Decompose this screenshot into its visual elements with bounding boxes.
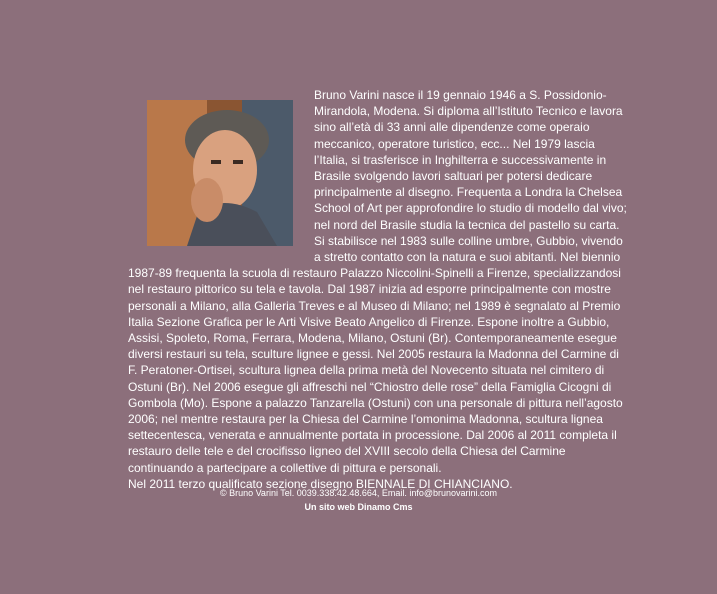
footer bbox=[0, 486, 717, 514]
bio-paragraph: Bruno Varini nasce il 19 gennaio 1946 a S. Possidonio-Mirandola, Modena. Si diploma all’Istituto Tecnico e lavora sino all’età di 33 anni alle dipendenze come operaio meccanico, operatore turistico, ecc... Nel 1979 lascia l’Italia, si trasferisce in Inghilterra e successivamente in Brasile svolgendo lavori saltuari per potersi dedicare principalmente al disegno. Frequenta a Londra la Chelsea School of Art per approfondire lo studio di modello dal vivo; nel nord del Brasile studia la tecnica del pastello su carta. Si stabilisce nel 1983 sulle colline umbre, Gubbio, vivendo a stretto contatto con la natura e suoi abitanti. Nel biennio 1987-89 frequenta la scuola di restauro Palazzo Niccolini-Spinelli a Firenze, specializzandosi nel restauro pittorico su tela e tavola. Dal 1987 inizia ad esporre principalmente con mostre personali a Milano, alla Galleria Treves e al Museo di Milano; nel 1989 è segnalato al Premio Italia Sezione Grafica per le Arti Visive Beato Angelico di Firenze. Espone inoltre a Gubbio, Assisi, Spoleto, Roma, Ferrara, Modena, Milano, Ostuni (Br). Contemporaneamente esegue diversi restauri su tela, sculture lignee e gessi. Nel 2005 restaura la Madonna del Carmine di F. Peratoner-Ortisei, scultura lignea della prima metà del Novecento situata nel cimitero di Ostuni (Br). Nel 2006 esegue gli affreschi nel “Chiostro delle rose” della Famiglia Cicogni di Gombola (Mo). Espone a palazzo Tanzarella (Ostuni) con una personale di pittura nell’agosto 2006; nel mentre restaura per la Chiesa del Carmine l’omonima Madonna, scultura lignea settecentesca, venerata e annualmente portata in processione. Dal 2006 al 2011 completa il restauro delle tele e del crocifisso ligneo del XVIII secolo della Chiesa del Carmine continuando a partecipare a collettive di pittura e personali. bbox=[128, 88, 627, 475]
bio-section bbox=[128, 87, 628, 492]
award-line: Nel 2011 terzo qualificato sezione disegno BIENNALE DI CHIANCIANO. bbox=[128, 476, 513, 491]
portrait-photo-graphic bbox=[147, 100, 293, 246]
portrait-photo-icon bbox=[147, 100, 293, 246]
copyright-line: © Bruno Varini Tel. 0039.338.42.48.664, Email. info@brunovarini.com bbox=[219, 488, 498, 498]
credit-link[interactable]: Un sito web Dinamo Cms bbox=[304, 502, 413, 512]
